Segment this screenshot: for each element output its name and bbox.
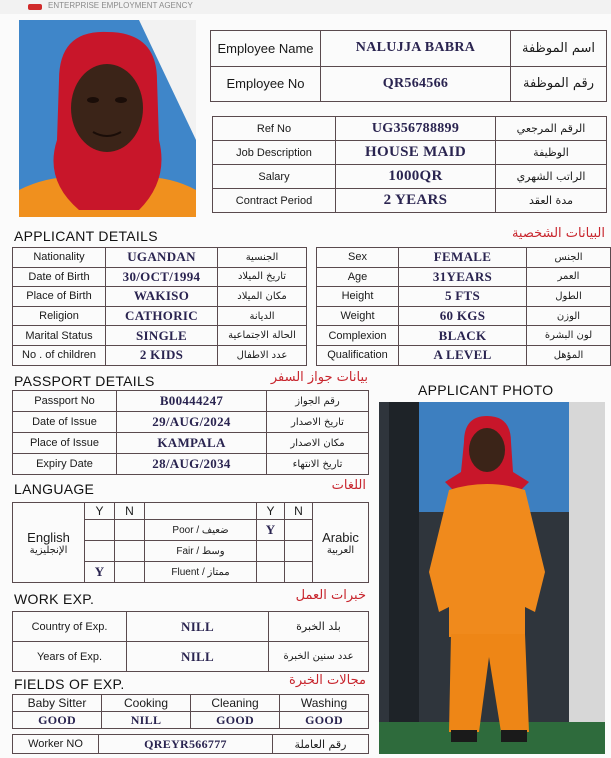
work-country-ar: بلد الخبرة bbox=[269, 612, 369, 642]
worker-no-label: Worker NO bbox=[13, 735, 99, 754]
contract-value: 1000QR bbox=[336, 165, 496, 189]
field-value: GOOD bbox=[280, 712, 369, 729]
contract-ar: مدة العقد bbox=[496, 189, 607, 213]
header-strip bbox=[0, 0, 611, 14]
english-label: English bbox=[27, 529, 70, 545]
arabic-label: Arabic bbox=[322, 529, 359, 545]
arabic-poor-n bbox=[285, 520, 313, 541]
detail-value: 31YEARS bbox=[399, 267, 527, 287]
detail-value: BLACK bbox=[399, 326, 527, 346]
applicant-details-left-table bbox=[12, 247, 307, 366]
detail-label-ar: تاريخ الميلاد bbox=[218, 267, 307, 287]
arabic-col-n: N bbox=[285, 503, 313, 520]
contract-ar: الوظيفة bbox=[496, 141, 607, 165]
detail-label: Passport No bbox=[13, 391, 117, 412]
contract-label: Salary bbox=[213, 165, 336, 189]
detail-label: Sex bbox=[317, 248, 399, 268]
contract-label: Ref No bbox=[213, 117, 336, 141]
english-fair-y bbox=[85, 541, 115, 562]
work-exp-table bbox=[12, 611, 369, 672]
contract-value: HOUSE MAID bbox=[336, 141, 496, 165]
field-value: GOOD bbox=[191, 712, 280, 729]
detail-row bbox=[317, 306, 611, 326]
applicant-details-title: APPLICANT DETAILS bbox=[14, 228, 158, 244]
detail-row bbox=[317, 267, 611, 287]
worker-no-ar: رقم العاملة bbox=[273, 735, 369, 754]
detail-label: Height bbox=[317, 287, 399, 307]
detail-row bbox=[317, 287, 611, 307]
detail-row bbox=[13, 326, 307, 346]
field-header: Cleaning bbox=[191, 695, 280, 712]
applicant-details-right-table bbox=[316, 247, 611, 366]
contract-ar: الرقم المرجعي bbox=[496, 117, 607, 141]
detail-row bbox=[317, 248, 611, 268]
detail-label: Date of Issue bbox=[13, 412, 117, 433]
level-fluent: Fluent / ممتاز bbox=[145, 562, 257, 583]
detail-row bbox=[13, 412, 369, 433]
headshot-illustration bbox=[19, 20, 196, 217]
detail-label: Place of Issue bbox=[13, 433, 117, 454]
worker-no-value: QREYR566777 bbox=[99, 735, 273, 754]
full-body-illustration bbox=[379, 402, 605, 754]
header-strip-text: ENTERPRISE EMPLOYMENT AGENCY bbox=[48, 1, 193, 10]
detail-value: 5 FTS bbox=[399, 287, 527, 307]
identity-table bbox=[210, 30, 607, 102]
arabic-col-y: Y bbox=[257, 503, 285, 520]
work-years-label: Years of Exp. bbox=[13, 642, 127, 672]
contract-value: 2 YEARS bbox=[336, 189, 496, 213]
worker-no-table bbox=[12, 734, 369, 754]
detail-label: Marital Status bbox=[13, 326, 106, 346]
fields-exp-table bbox=[12, 694, 369, 729]
detail-label-ar: مكان الاصدار bbox=[267, 433, 369, 454]
detail-label-ar: الطول bbox=[527, 287, 611, 307]
fields-exp-title-ar: مجالات الخبرة bbox=[289, 673, 366, 688]
detail-row bbox=[13, 454, 369, 475]
work-exp-title: WORK EXP. bbox=[14, 591, 95, 607]
arabic-fluent-n bbox=[285, 562, 313, 583]
language-table bbox=[12, 502, 369, 583]
detail-label-ar: تاريخ الانتهاء bbox=[267, 454, 369, 475]
detail-label: Qualification bbox=[317, 345, 399, 365]
employee-name-label: Employee Name bbox=[211, 31, 321, 67]
detail-label-ar: الوزن bbox=[527, 306, 611, 326]
detail-value: UGANDAN bbox=[106, 248, 218, 268]
detail-label: Religion bbox=[13, 306, 106, 326]
detail-label-ar: الحالة الاجتماعية bbox=[218, 326, 307, 346]
detail-label-ar: الديانة bbox=[218, 306, 307, 326]
english-fluent-n bbox=[115, 562, 145, 583]
detail-label-ar: الجنس bbox=[527, 248, 611, 268]
arabic-label-ar: العربية bbox=[326, 544, 355, 556]
detail-label: Expiry Date bbox=[13, 454, 117, 475]
applicant-details-title-ar: البيانات الشخصية bbox=[511, 226, 605, 241]
arabic-fair-n bbox=[285, 541, 313, 562]
detail-row bbox=[13, 248, 307, 268]
detail-value: WAKISO bbox=[106, 287, 218, 307]
detail-value: A LEVEL bbox=[399, 345, 527, 365]
detail-label: No . of children bbox=[13, 345, 106, 365]
detail-value: SINGLE bbox=[106, 326, 218, 346]
field-header: Baby Sitter bbox=[13, 695, 102, 712]
contract-value: UG356788899 bbox=[336, 117, 496, 141]
contract-table bbox=[212, 116, 607, 213]
english-fair-n bbox=[115, 541, 145, 562]
detail-value: 28/AUG/2034 bbox=[117, 454, 267, 475]
detail-label: Age bbox=[317, 267, 399, 287]
detail-row bbox=[13, 267, 307, 287]
detail-row bbox=[317, 345, 611, 365]
contract-label: Contract Period bbox=[213, 189, 336, 213]
detail-row bbox=[13, 287, 307, 307]
employee-name-value: NALUJJA BABRA bbox=[321, 31, 511, 67]
detail-value: CATHORIC bbox=[106, 306, 218, 326]
level-poor: Poor / ضعيف bbox=[145, 520, 257, 541]
detail-value: 60 KGS bbox=[399, 306, 527, 326]
detail-value: 2 KIDS bbox=[106, 345, 218, 365]
field-value: GOOD bbox=[13, 712, 102, 729]
level-fair: Fair / وسط bbox=[145, 541, 257, 562]
work-exp-title-ar: خبرات العمل bbox=[295, 588, 366, 603]
detail-label-ar: عدد الاطفال bbox=[218, 345, 307, 365]
work-years-value: NILL bbox=[127, 642, 269, 672]
detail-label-ar: الجنسية bbox=[218, 248, 307, 268]
detail-value: B00444247 bbox=[117, 391, 267, 412]
passport-table bbox=[12, 390, 369, 475]
detail-value: 29/AUG/2024 bbox=[117, 412, 267, 433]
arabic-cell bbox=[313, 503, 369, 583]
detail-label-ar: لون البشرة bbox=[527, 326, 611, 346]
english-col-n: N bbox=[115, 503, 145, 520]
detail-label-ar: رقم الجواز bbox=[267, 391, 369, 412]
english-fluent-y: Y bbox=[85, 562, 115, 583]
employee-no-value: QR564566 bbox=[321, 66, 511, 102]
work-country-label: Country of Exp. bbox=[13, 612, 127, 642]
detail-value: 30/OCT/1994 bbox=[106, 267, 218, 287]
arabic-fair-y bbox=[257, 541, 285, 562]
flag-icon bbox=[28, 4, 42, 10]
detail-row bbox=[13, 433, 369, 454]
employee-name-ar: اسم الموظفة bbox=[511, 31, 607, 67]
english-label-ar: الإنجليزية bbox=[29, 544, 68, 556]
work-country-value: NILL bbox=[127, 612, 269, 642]
applicant-full-photo bbox=[379, 402, 605, 754]
language-title: LANGUAGE bbox=[14, 481, 95, 497]
detail-label: Complexion bbox=[317, 326, 399, 346]
english-col-y: Y bbox=[85, 503, 115, 520]
arabic-poor-y: Y bbox=[257, 520, 285, 541]
detail-row bbox=[13, 306, 307, 326]
fields-exp-title: FIELDS OF EXP. bbox=[14, 676, 125, 692]
arabic-fluent-y bbox=[257, 562, 285, 583]
english-poor-y bbox=[85, 520, 115, 541]
detail-label-ar: تاريخ الاصدار bbox=[267, 412, 369, 433]
field-header: Washing bbox=[280, 695, 369, 712]
passport-details-title-ar: بيانات جواز السفر bbox=[270, 370, 368, 385]
english-poor-n bbox=[115, 520, 145, 541]
english-cell bbox=[13, 503, 85, 583]
contract-label: Job Description bbox=[213, 141, 336, 165]
detail-row bbox=[13, 391, 369, 412]
detail-label-ar: المؤهل bbox=[527, 345, 611, 365]
level-header bbox=[145, 503, 257, 520]
headshot-photo bbox=[19, 20, 196, 217]
passport-details-title: PASSPORT DETAILS bbox=[14, 373, 155, 389]
employee-no-ar: رقم الموظفة bbox=[511, 66, 607, 102]
detail-label: Nationality bbox=[13, 248, 106, 268]
detail-row bbox=[317, 326, 611, 346]
detail-label-ar: العمر bbox=[527, 267, 611, 287]
detail-label: Weight bbox=[317, 306, 399, 326]
work-years-ar: عدد سنين الخبرة bbox=[269, 642, 369, 672]
contract-ar: الراتب الشهري bbox=[496, 165, 607, 189]
detail-value: KAMPALA bbox=[117, 433, 267, 454]
detail-label: Place of Birth bbox=[13, 287, 106, 307]
language-title-ar: اللغات bbox=[331, 478, 366, 493]
field-header: Cooking bbox=[102, 695, 191, 712]
applicant-photo-title: APPLICANT PHOTO bbox=[418, 382, 554, 398]
detail-label-ar: مكان الميلاد bbox=[218, 287, 307, 307]
field-value: NILL bbox=[102, 712, 191, 729]
detail-row bbox=[13, 345, 307, 365]
detail-label: Date of Birth bbox=[13, 267, 106, 287]
employee-no-label: Employee No bbox=[211, 66, 321, 102]
detail-value: FEMALE bbox=[399, 248, 527, 268]
